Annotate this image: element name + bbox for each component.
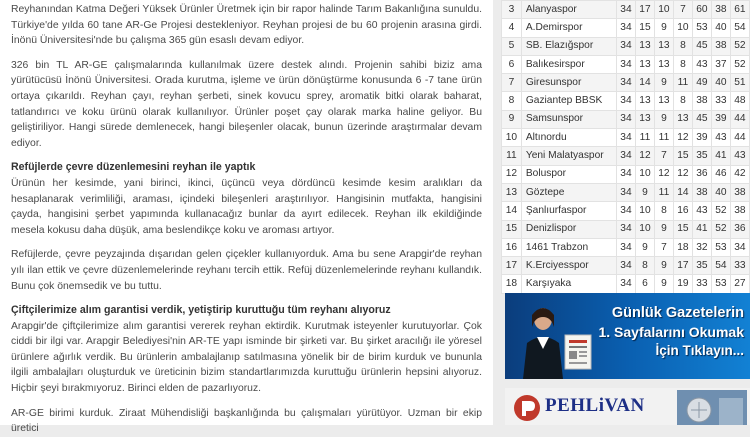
standings-cell-points: 52 [730,55,749,73]
standings-cell-rank: 14 [502,202,522,220]
standings-cell-played: 34 [616,275,635,293]
standings-cell-lost: 8 [673,37,692,55]
standings-cell-rank: 18 [502,275,522,293]
standings-cell-played: 34 [616,19,635,37]
standings-cell-won: 8 [635,257,654,275]
standings-cell-won: 9 [635,238,654,256]
standings-cell-played: 34 [616,238,635,256]
standings-cell-team: Denizlispor [521,220,616,238]
table-row [502,275,750,293]
standings-cell-rank: 8 [502,92,522,110]
standings-cell-drawn: 9 [654,220,673,238]
standings-cell-drawn: 9 [654,257,673,275]
standings-cell-drawn: 13 [654,55,673,73]
standings-cell-won: 13 [635,55,654,73]
standings-cell-won: 13 [635,110,654,128]
standings-cell-won: 10 [635,220,654,238]
table-row [502,202,750,220]
standings-cell-points: 52 [730,37,749,55]
standings-cell-goals-for: 38 [692,92,711,110]
standings-cell-goals-for: 36 [692,165,711,183]
standings-cell-goals-for: 45 [692,37,711,55]
standings-cell-lost: 13 [673,110,692,128]
standings-cell-drawn: 9 [654,275,673,293]
standings-cell-rank: 10 [502,129,522,147]
article-paragraph: 326 bin TL AR-GE çalışmalarında kullanılmak üzere destek alındı. Projenin sahibi biziz ama yürütücüsü İnönü Üniversitesi. Orada kurutma, işleme ve ürün dönüştürme konusunda 6 -7 tane ürün ortaya çıkarıldı. Reyhan çayı, reyhan şerbeti, sinek kovucu sprey, aromatik bitki olarak baharat, tatlandırıcı ve koku ürünü olarak kullanılıyor. Ürünler poşet çay olarak marka haline geliyor. Bu geliştiriliyor. Hangi sürede demlenecek, hangi bileşenler olacak, bunun üzerinde araştırmalar devam ediyor. [11,59,482,149]
standings-cell-drawn: 13 [654,37,673,55]
standings-cell-goals-for: 53 [692,19,711,37]
standings-cell-points: 38 [730,183,749,201]
standings-cell-drawn: 9 [654,19,673,37]
presenter-figure [517,303,567,379]
standings-cell-team: A.Demirspor [521,19,616,37]
standings-cell-goals-against: 41 [711,147,730,165]
table-row [502,238,750,256]
standings-cell-lost: 10 [673,19,692,37]
standings-cell-points: 42 [730,165,749,183]
standings-cell-goals-against: 54 [711,257,730,275]
table-row [502,183,750,201]
standings-cell-team: 1461 Trabzon [521,238,616,256]
standings-cell-goals-against: 39 [711,110,730,128]
standings-cell-points: 36 [730,220,749,238]
article-paragraph: Arapgir'de çiftçilerimize alım garantisi vererek reyhan ektirdik. Kurutmak isteyenler kurutuyorlar. Çok ciddi bir ilgi var. Arapgir Belediyesi'nin AR-TE yapı isminde bir şirketi var. Bu şirket aracılığı ile yöresel ürünlere ağırlık verdik. Bu ürünlerin ambalajlanıp satılmasına yönelik bir de birim kurduk ve bununla ilgili ambalajları oluşturduk ve üreticinin bizim standartlarımızda kuruttuğu ürünlerin hepsini alıyoruz. Hiçbir şeyi bırakmıyoruz. Birinci elden de pazarlıyoruz. [11,320,482,395]
article-subheading: Refüjlerde çevre düzenlemesini reyhan ile yaptık [11,161,256,174]
standings-cell-goals-against: 37 [711,55,730,73]
table-row [502,129,750,147]
standings-cell-goals-against: 40 [711,74,730,92]
standings-cell-rank: 5 [502,37,522,55]
standings-cell-played: 34 [616,92,635,110]
standings-cell-goals-against: 38 [711,1,730,19]
standings-cell-points: 51 [730,74,749,92]
standings-cell-goals-for: 41 [692,220,711,238]
standings-cell-team: Alanyaspor [521,1,616,19]
standings-cell-won: 6 [635,275,654,293]
standings-cell-won: 10 [635,165,654,183]
standings-cell-lost: 15 [673,147,692,165]
standings-cell-team: Göztepe [521,183,616,201]
standings-cell-lost: 12 [673,165,692,183]
standings-cell-drawn: 8 [654,202,673,220]
standings-cell-played: 34 [616,37,635,55]
standings-cell-drawn: 10 [654,1,673,19]
standings-cell-lost: 8 [673,55,692,73]
table-row [502,147,750,165]
standings-cell-goals-for: 35 [692,147,711,165]
standings-cell-rank: 11 [502,147,522,165]
table-row [502,55,750,73]
standings-cell-team: Gaziantep BBSK [521,92,616,110]
standings-cell-goals-against: 33 [711,92,730,110]
standings-cell-goals-for: 39 [692,129,711,147]
standings-cell-rank: 9 [502,110,522,128]
table-row [502,220,750,238]
newspaper-icon [563,331,595,371]
article-paragraph: Refüjlerde, çevre peyzajında dışarıdan gelen çiçekler kullanıyorduk. Ama bu sene Arapgir'de reyhan yılı ilan ettik ve çevre düzenlemelerinde reyhanı tercih ettik. Refüj düzenlemelerinde reyhanı kullandık. Bunu çok önemsedik ve bu tuttu. [11,249,482,292]
standings-cell-points: 27 [730,275,749,293]
standings-cell-team: Altınordu [521,129,616,147]
standings-cell-goals-for: 43 [692,55,711,73]
standings-cell-points: 54 [730,19,749,37]
standings-cell-goals-against: 40 [711,183,730,201]
standings-cell-played: 34 [616,129,635,147]
standings-cell-goals-against: 53 [711,238,730,256]
standings-cell-played: 34 [616,147,635,165]
table-row [502,110,750,128]
standings-cell-rank: 3 [502,1,522,19]
standings-cell-rank: 13 [502,183,522,201]
standings-cell-goals-for: 38 [692,183,711,201]
standings-cell-team: Boluspor [521,165,616,183]
table-row [502,1,750,19]
standings-cell-lost: 7 [673,1,692,19]
standings-cell-points: 34 [730,238,749,256]
standings-cell-played: 34 [616,202,635,220]
standings-cell-drawn: 11 [654,129,673,147]
banner-line: İçin Tıklayın... [655,343,744,358]
newspaper-headlines-banner[interactable] [505,293,750,379]
standings-cell-team: Karşıyaka [521,275,616,293]
standings-cell-goals-against: 38 [711,37,730,55]
pehlivan-logo-icon [513,394,541,422]
standings-cell-team: Şanlıurfaspor [521,202,616,220]
standings-cell-goals-against: 52 [711,220,730,238]
standings-cell-drawn: 12 [654,165,673,183]
table-row [502,19,750,37]
standings-cell-lost: 12 [673,129,692,147]
standings-cell-played: 34 [616,110,635,128]
standings-cell-goals-for: 43 [692,202,711,220]
standings-cell-lost: 8 [673,92,692,110]
banner-line: 1. Sayfalarını Okumak [598,324,744,340]
standings-cell-lost: 18 [673,238,692,256]
standings-cell-points: 61 [730,1,749,19]
table-row [502,257,750,275]
standings-cell-lost: 16 [673,202,692,220]
standings-cell-drawn: 7 [654,147,673,165]
standings-cell-team: Giresunspor [521,74,616,92]
pehlivan-logo-text: PEHLiVAN [545,395,645,416]
standings-cell-drawn: 9 [654,74,673,92]
standings-cell-played: 34 [616,1,635,19]
standings-cell-points: 48 [730,92,749,110]
standings-cell-drawn: 9 [654,110,673,128]
standings-cell-won: 13 [635,92,654,110]
standings-cell-team: Samsunspor [521,110,616,128]
standings-cell-lost: 15 [673,220,692,238]
standings-cell-played: 34 [616,257,635,275]
standings-cell-team: SB. Elazığspor [521,37,616,55]
pehlivan-ad-banner[interactable] [505,388,750,425]
standings-cell-won: 11 [635,129,654,147]
standings-cell-won: 10 [635,202,654,220]
standings-cell-rank: 15 [502,220,522,238]
standings-cell-drawn: 11 [654,183,673,201]
standings-cell-points: 43 [730,147,749,165]
standings-cell-lost: 14 [673,183,692,201]
standings-cell-team: K.Erciyesspor [521,257,616,275]
standings-cell-points: 44 [730,129,749,147]
standings-cell-rank: 17 [502,257,522,275]
standings-cell-points: 33 [730,257,749,275]
standings-cell-goals-for: 32 [692,238,711,256]
standings-cell-points: 44 [730,110,749,128]
standings-cell-lost: 17 [673,257,692,275]
article-paragraph: Ürünün her kesimde, yani birinci, ikinci, üçüncü veya dördüncü kesimde kesim aralıkları da hesaplanarak verimliliği, araması, içindeki bileşenleri araştırılıyor. Hangisinin mutfakta, hangisini çayda, hangisini şerbet yapımında kullanacağız bunlar da ayırt edilecek. Reyhan ilk ekildiğinde mesela kokusu daha düşük, ama beslendikçe koku ve aroması artıyor. [11,177,482,236]
standings-cell-played: 34 [616,183,635,201]
standings-cell-played: 34 [616,165,635,183]
standings-cell-won: 17 [635,1,654,19]
standings-cell-rank: 12 [502,165,522,183]
standings-cell-rank: 7 [502,74,522,92]
standings-cell-lost: 11 [673,74,692,92]
standings-cell-rank: 4 [502,19,522,37]
standings-cell-won: 13 [635,37,654,55]
standings-cell-won: 12 [635,147,654,165]
standings-cell-goals-against: 52 [711,202,730,220]
standings-cell-lost: 19 [673,275,692,293]
article-paragraph: Reyhanından Katma Değeri Yüksek Ürünler Üretmek için bir rapor halinde Tarım Bakanlığına sunuldu. Türkiye'de yılda 60 tane AR-Ge Projesi destekleniyor. Reyhan projesi de bu 60 projenin arasına girdi. İnönü Üniversitesi'nde bu çalışma 365 gün esaslı devam ediyor. [11,4,482,47]
league-standings-table [501,0,750,294]
standings-cell-goals-against: 43 [711,129,730,147]
standings-cell-goals-for: 45 [692,110,711,128]
standings-cell-won: 15 [635,19,654,37]
standings-cell-goals-for: 33 [692,275,711,293]
standings-cell-played: 34 [616,55,635,73]
standings-cell-drawn: 7 [654,238,673,256]
table-row [502,37,750,55]
standings-cell-team: Balıkesirspor [521,55,616,73]
building-photo-icon [677,390,747,425]
standings-cell-goals-for: 60 [692,1,711,19]
table-row [502,74,750,92]
standings-cell-drawn: 13 [654,92,673,110]
article-paragraph: AR-GE birimi kurduk. Ziraat Mühendisliği başkanlığında bu çalışmaları yürütüyor. Uzman bir ekip üretici [11,407,482,435]
standings-cell-goals-for: 49 [692,74,711,92]
standings-cell-team: Yeni Malatyaspor [521,147,616,165]
standings-cell-goals-against: 46 [711,165,730,183]
article-subheading: Çiftçilerimize alım garantisi verdik, yetiştirip kuruttuğu tüm reyhanı alıyoruz [11,304,391,317]
standings-cell-goals-against: 53 [711,275,730,293]
table-row [502,92,750,110]
banner-line: Günlük Gazetelerin [611,305,744,321]
standings-cell-points: 38 [730,202,749,220]
standings-cell-rank: 6 [502,55,522,73]
standings-cell-played: 34 [616,220,635,238]
table-row [502,165,750,183]
standings-cell-goals-against: 40 [711,19,730,37]
standings-cell-goals-for: 35 [692,257,711,275]
standings-cell-won: 9 [635,183,654,201]
standings-cell-played: 34 [616,74,635,92]
standings-cell-rank: 16 [502,238,522,256]
standings-cell-won: 14 [635,74,654,92]
